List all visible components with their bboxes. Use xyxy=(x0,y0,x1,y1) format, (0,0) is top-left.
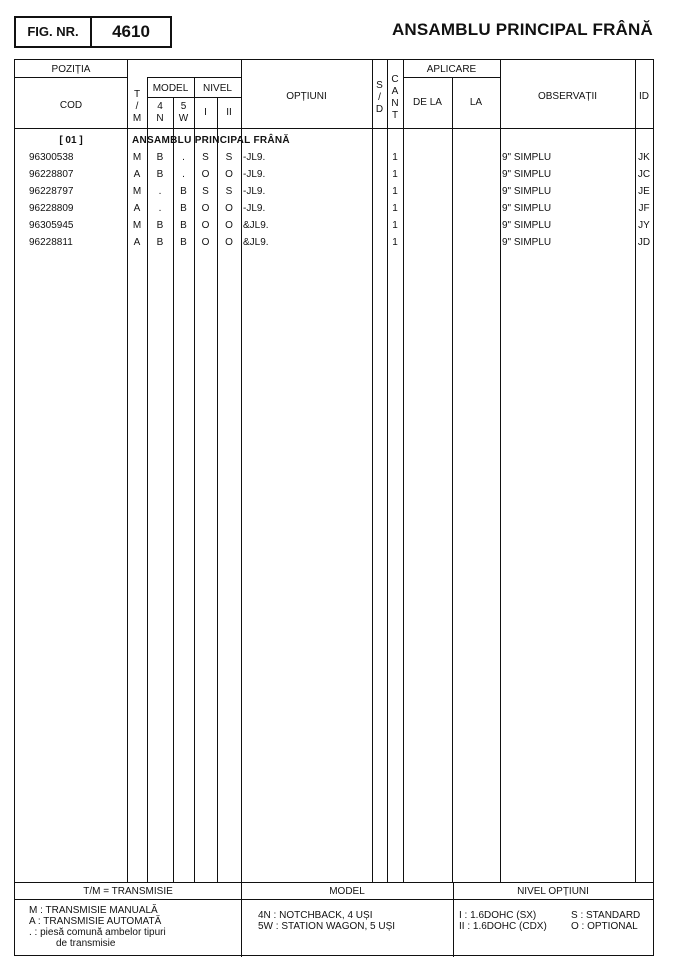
divider xyxy=(15,77,127,78)
header-cant-c: C xyxy=(391,74,399,85)
cell-model-4n: B xyxy=(156,237,164,248)
header-model: MODEL xyxy=(152,83,189,94)
cell-nivel-2: S xyxy=(225,186,233,197)
divider xyxy=(387,60,388,882)
header-observatii: OBSERVAȚII xyxy=(537,91,598,102)
divider xyxy=(241,60,242,957)
cell-tm: A xyxy=(133,203,141,214)
cell-tm: M xyxy=(132,220,142,231)
page-title: ANSAMBLU PRINCIPAL FRÂNĂ xyxy=(391,20,653,39)
cell-cod: 96228807 xyxy=(29,169,74,180)
header-model-w: W xyxy=(178,113,189,124)
footer-tm-title: T/M = TRANSMISIE xyxy=(83,886,173,897)
header-model-n: N xyxy=(156,113,164,124)
footer-nivel-code: O : OPTIONAL xyxy=(571,921,638,932)
header-tm-m: M xyxy=(132,113,142,124)
header-la: LA xyxy=(469,97,483,108)
cell-model-5w: B xyxy=(180,203,187,214)
footer-nivel-line: I : 1.6DOHC (SX) xyxy=(459,910,537,921)
footer-model-line: 4N : NOTCHBACK, 4 UȘI xyxy=(258,910,373,921)
cell-observatii: 9" SIMPLU xyxy=(502,169,552,180)
cell-model-4n: B xyxy=(156,220,164,231)
cell-nivel-2: O xyxy=(225,237,233,248)
header-optiuni: OPȚIUNI xyxy=(286,91,327,102)
header-cant-n: N xyxy=(391,98,399,109)
section-name: ANSAMBLU PRINCIPAL FRÂNĂ xyxy=(132,135,290,146)
cell-cant: 1 xyxy=(392,237,398,248)
cell-cant: 1 xyxy=(392,152,398,163)
cell-tm: M xyxy=(132,152,142,163)
cell-nivel-2: O xyxy=(225,203,233,214)
cell-optiuni: &JL9. xyxy=(243,220,269,231)
cell-tm: A xyxy=(133,169,141,180)
cell-model-4n: B xyxy=(156,152,164,163)
cell-model-5w: B xyxy=(180,220,187,231)
cell-cod: 96300538 xyxy=(29,152,74,163)
footer-tm-line: . : piesă comună ambelor tipuri xyxy=(29,927,166,938)
cell-nivel-1: O xyxy=(201,203,210,214)
cell-tm: A xyxy=(133,237,141,248)
header-aplicare: APLICARE xyxy=(426,64,477,75)
figure-number: 4610 xyxy=(112,22,150,41)
cell-id: JD xyxy=(637,237,651,248)
cell-optiuni: &JL9. xyxy=(243,237,269,248)
cell-model-5w: B xyxy=(180,237,187,248)
header-sd-s: S xyxy=(376,80,383,91)
cell-model-4n: B xyxy=(156,169,164,180)
divider xyxy=(500,60,501,882)
cell-observatii: 9" SIMPLU xyxy=(502,220,552,231)
divider xyxy=(403,77,500,78)
cell-model-4n: . xyxy=(158,186,162,197)
divider xyxy=(452,77,453,882)
cell-cant: 1 xyxy=(392,186,398,197)
cell-cant: 1 xyxy=(392,169,398,180)
cell-model-5w: B xyxy=(180,186,187,197)
figure-label: FIG. NR. xyxy=(16,18,92,46)
footer-tm-line: de transmisie xyxy=(56,938,116,949)
cell-nivel-1: S xyxy=(202,152,209,163)
cell-observatii: 9" SIMPLU xyxy=(502,237,552,248)
divider xyxy=(403,60,404,882)
header-de-la: DE LA xyxy=(413,97,442,108)
cell-id: JC xyxy=(637,169,651,180)
figure-number-box xyxy=(14,16,172,48)
cell-nivel-2: S xyxy=(225,152,233,163)
cell-cant: 1 xyxy=(392,203,398,214)
cell-optiuni: -JL9. xyxy=(243,169,266,180)
cell-optiuni: -JL9. xyxy=(243,186,266,197)
header-sd-slash: / xyxy=(378,92,381,103)
footer-nivel-title: NIVEL OPȚIUNI xyxy=(517,886,589,897)
divider xyxy=(147,97,241,98)
parts-table xyxy=(14,59,654,956)
cell-cod: 96228811 xyxy=(29,237,73,248)
footer-nivel-code: S : STANDARD xyxy=(571,910,641,921)
header-sd-d: D xyxy=(375,104,384,115)
divider xyxy=(147,77,241,78)
header-nivel-2: II xyxy=(226,107,232,118)
cell-cant: 1 xyxy=(392,220,398,231)
cell-model-4n: . xyxy=(158,203,162,214)
footer-title-rule xyxy=(15,899,653,900)
cell-nivel-1: O xyxy=(201,169,210,180)
cell-nivel-2: O xyxy=(225,169,233,180)
cell-observatii: 9" SIMPLU xyxy=(502,203,552,214)
footer-top-rule xyxy=(15,882,653,883)
header-tm-t: T xyxy=(133,89,141,100)
header-cant-a: A xyxy=(391,86,399,97)
cell-cod: 96228797 xyxy=(29,186,74,197)
cell-id: JE xyxy=(638,186,650,197)
cell-observatii: 9" SIMPLU xyxy=(502,186,552,197)
cell-id: JF xyxy=(638,203,650,214)
header-nivel-1: I xyxy=(204,107,207,118)
cell-id: JK xyxy=(638,152,650,163)
header-tm-slash: / xyxy=(135,101,139,112)
cell-nivel-1: S xyxy=(202,186,209,197)
footer-tm-line: A : TRANSMISIE AUTOMATĂ xyxy=(29,916,162,927)
header-pozitia: POZIȚIA xyxy=(51,64,91,75)
cell-tm: M xyxy=(132,186,142,197)
header-model-5: 5 xyxy=(180,101,187,112)
header-id: ID xyxy=(639,91,649,102)
footer-nivel-line: II : 1.6DOHC (CDX) xyxy=(459,921,547,932)
cell-model-5w: . xyxy=(182,152,185,163)
header-bottom-rule xyxy=(15,128,653,129)
footer-model-line: 5W : STATION WAGON, 5 UȘI xyxy=(258,921,396,932)
header-cant-t: T xyxy=(391,110,399,121)
cell-cod: 96228809 xyxy=(29,203,74,214)
cell-id: JY xyxy=(638,220,650,231)
cell-model-5w: . xyxy=(182,169,185,180)
header-cod: COD xyxy=(59,100,83,111)
cell-observatii: 9" SIMPLU xyxy=(502,152,552,163)
cell-nivel-1: O xyxy=(201,237,210,248)
divider xyxy=(372,60,373,882)
header-nivel: NIVEL xyxy=(203,83,232,94)
divider xyxy=(127,60,128,882)
header-model-4: 4 xyxy=(157,101,163,112)
cell-nivel-1: O xyxy=(201,220,210,231)
cell-optiuni: -JL9. xyxy=(243,203,266,214)
section-position: [ 01 ] xyxy=(59,135,83,146)
footer-tm-line: M : TRANSMISIE MANUALĂ xyxy=(29,905,158,916)
cell-optiuni: -JL9. xyxy=(243,152,266,163)
cell-nivel-2: O xyxy=(225,220,233,231)
cell-cod: 96305945 xyxy=(29,220,74,231)
footer-model-title: MODEL xyxy=(329,886,365,897)
divider xyxy=(635,60,636,882)
